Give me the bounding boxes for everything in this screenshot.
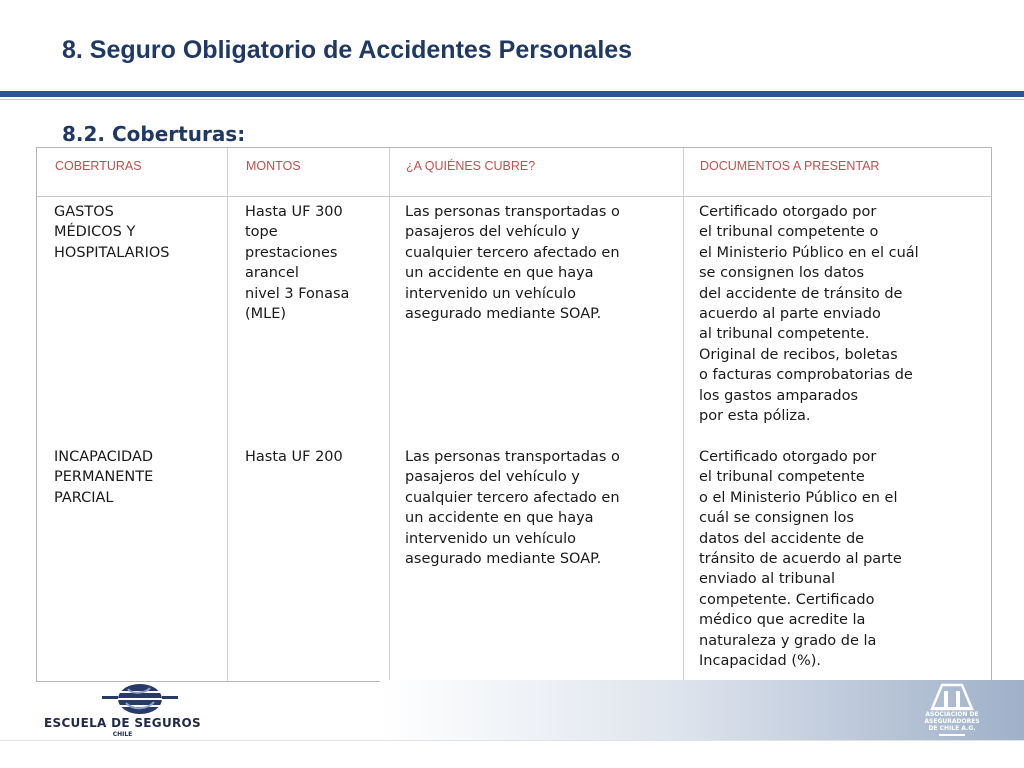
- section-subtitle: 8.2. Coberturas:: [62, 122, 246, 146]
- cell-line: Hasta UF 300: [245, 204, 343, 220]
- cell-line: o facturas comprobatorias de: [699, 367, 913, 384]
- globe-icon: [98, 683, 182, 715]
- cell-line: Las personas transportadas o: [405, 449, 620, 465]
- column-divider: [227, 148, 228, 681]
- cell-line: nivel 3 Fonasa: [245, 285, 350, 302]
- cell-line: al tribunal competente.: [699, 326, 870, 343]
- cell-monto: [245, 202, 385, 324]
- header-coberturas: COBERTURAS: [55, 159, 142, 173]
- cell-line: Las personas transportadas o: [405, 204, 620, 220]
- title-rule-thin: [0, 99, 1024, 100]
- header-a-quienes-cubre: ¿A QUIÉNES CUBRE?: [406, 159, 536, 173]
- cell-line: Hasta UF 200: [245, 449, 343, 465]
- cell-line: del accidente de tránsito de: [699, 285, 903, 302]
- header-documentos: DOCUMENTOS A PRESENTAR: [700, 159, 880, 173]
- cell-line: HOSPITALARIOS: [54, 244, 170, 261]
- cell-line: (MLE): [245, 306, 287, 323]
- cell-line: cualquier tercero afectado en: [405, 489, 620, 506]
- cell-line: los gastos amparados: [699, 387, 859, 404]
- cell-line: tope: [245, 224, 278, 241]
- logo-underline: [939, 734, 965, 736]
- cell-line: Certificado otorgado por: [699, 449, 877, 465]
- cell-documentos: [699, 202, 971, 426]
- cell-line: tránsito de acuerdo al parte: [699, 551, 902, 568]
- logo-brand-text: ESCUELA DE SEGUROS: [44, 716, 201, 730]
- cell-cobertura: [54, 202, 219, 263]
- asociacion-aseguradores-logo: [906, 683, 998, 741]
- cell-line: un accidente en que haya: [405, 510, 594, 527]
- cell-line: o el Ministerio Público en el: [699, 489, 898, 506]
- page-title: 8. Seguro Obligatorio de Accidentes Personales: [62, 36, 633, 64]
- cell-line: pasajeros del vehículo y: [405, 469, 580, 486]
- column-divider: [389, 148, 390, 681]
- columns-emblem-icon: [930, 683, 974, 711]
- cell-line: PERMANENTE: [54, 469, 154, 486]
- cell-line: cualquier tercero afectado en: [405, 244, 620, 261]
- cell-line: acuerdo al parte enviado: [699, 306, 881, 323]
- cell-monto: [245, 447, 385, 467]
- title-rule: [0, 91, 1024, 97]
- cell-line: asegurado mediante SOAP.: [405, 551, 602, 568]
- cell-line: Incapacidad (%).: [699, 653, 822, 670]
- cell-line: GASTOS: [54, 204, 114, 220]
- cell-line: cuál se consignen los: [699, 510, 854, 527]
- cell-line: asegurado mediante SOAP.: [405, 306, 602, 323]
- cell-line: INCAPACIDAD: [54, 449, 154, 465]
- cell-line: datos del accidente de: [699, 530, 865, 547]
- column-divider: [683, 148, 684, 681]
- cell-line: el tribunal competente: [699, 469, 865, 486]
- cell-documentos: [699, 447, 957, 671]
- cell-line: prestaciones: [245, 244, 338, 261]
- cell-line: naturaleza y grado de la: [699, 632, 877, 649]
- header-montos: MONTOS: [246, 159, 301, 173]
- escuela-de-seguros-logo: [40, 683, 210, 741]
- cell-line: el Ministerio Público en el cuál: [699, 244, 919, 261]
- cell-a-quienes-cubre: [405, 202, 667, 324]
- logo-country-text: CHILE: [112, 731, 133, 738]
- cell-line: Original de recibos, boletas: [699, 346, 898, 363]
- cell-cobertura: [54, 447, 219, 508]
- cell-line: enviado al tribunal: [699, 571, 835, 588]
- cell-line: intervenido un vehículo: [405, 285, 576, 302]
- cell-line: intervenido un vehículo: [405, 530, 576, 547]
- cell-line: competente. Certificado: [699, 591, 875, 608]
- cell-line: pasajeros del vehículo y: [405, 224, 580, 241]
- cell-line: se consignen los datos: [699, 265, 865, 282]
- cell-line: médico que acredite la: [699, 612, 866, 629]
- cell-line: un accidente en que haya: [405, 265, 594, 282]
- cell-line: PARCIAL: [54, 489, 114, 506]
- cell-line: el tribunal competente o: [699, 224, 879, 241]
- cell-line: arancel: [245, 265, 299, 282]
- cell-line: MÉDICOS Y: [54, 224, 136, 241]
- cell-a-quienes-cubre: [405, 447, 667, 569]
- coverage-table: [36, 147, 992, 682]
- logo-org-text: ASOCIACION DE ASEGURADORES DE CHILE A.G.: [924, 711, 980, 732]
- cell-line: Certificado otorgado por: [699, 204, 877, 220]
- cell-line: por esta póliza.: [699, 408, 811, 425]
